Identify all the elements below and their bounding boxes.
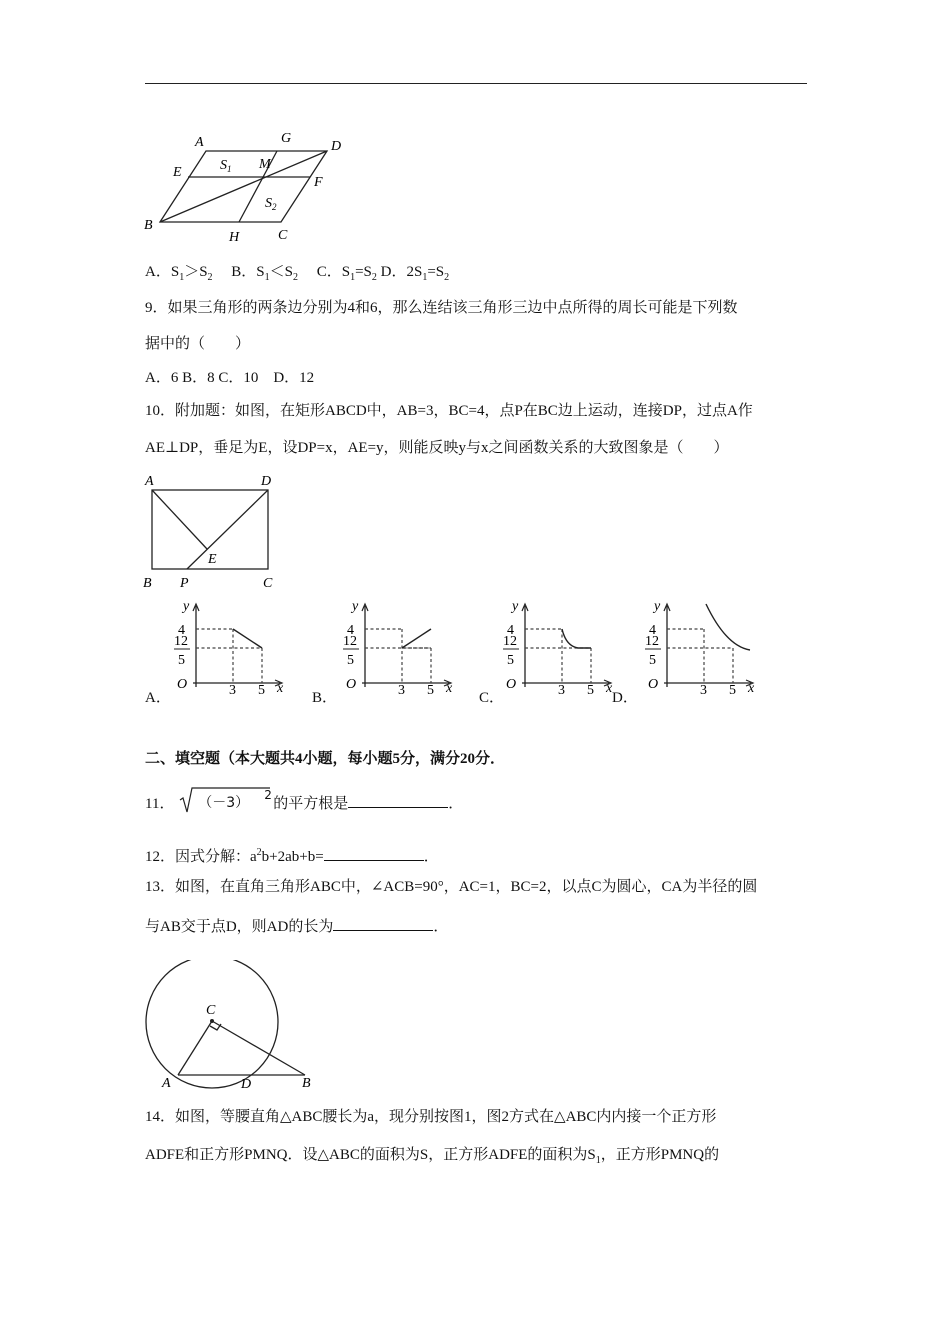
q13-line2-wrap (145, 915, 448, 937)
q11-number: 11． (145, 796, 175, 812)
q10-graph-d[interactable] (636, 598, 761, 698)
q10-graph-b[interactable] (334, 598, 459, 698)
x-label: x (606, 681, 613, 696)
q10-label-d: D (261, 474, 272, 489)
y-label: y (512, 599, 519, 614)
q12-end: ． (423, 849, 439, 865)
tick-4: 4 (507, 623, 514, 638)
q11-radicand: （－3） (198, 795, 250, 811)
q11-tail: 的平方根是 (273, 796, 349, 812)
q8-label-g: G (281, 131, 292, 146)
q13-line1: 13．如图，在直角三角形ABC中，∠ACB=90°，AC=1，BC=2，以点C为圆心，CA为半径的圆 (145, 879, 758, 895)
y-label: y (183, 599, 190, 614)
tick-4: 4 (649, 623, 656, 638)
tick-x5: 5 (427, 683, 434, 698)
q12-rest: b+2ab+b= (261, 849, 324, 865)
q10-rectangle-figure (140, 470, 290, 595)
q8-option-d[interactable]: D．$2S_1=S_2$ (380, 264, 450, 283)
q8-label-f: F (314, 175, 323, 190)
tick-x3: 3 (229, 683, 236, 698)
q10-label-c: C (263, 576, 273, 591)
q8-label-e: E (173, 165, 182, 180)
tick-5: 5 (649, 653, 656, 668)
q10-line1: 10．附加题：如图，在矩形ABCD中，AB=3，BC=4，点P在BC边上运动，连接DP，过点A作 (145, 403, 753, 419)
q9-options[interactable]: A．6 B．8 C．10 D．12 (145, 370, 315, 386)
q12-text: 12．因式分解：a (145, 849, 257, 865)
origin-label: O (346, 677, 357, 692)
tick-12: 12 (503, 634, 517, 649)
q10-label-p: P (180, 576, 189, 591)
q11-answer-blank[interactable] (348, 792, 448, 808)
q8-label-c: C (278, 228, 288, 243)
q8-option-c[interactable]: C．$S_1=S_2$ (316, 264, 377, 283)
q10-label-e: E (208, 552, 217, 567)
q12-answer-blank[interactable] (324, 845, 424, 861)
q10-graph-a[interactable] (165, 598, 290, 698)
q8-label-a: A (195, 135, 204, 150)
tick-x5: 5 (729, 683, 736, 698)
q10-option-c-letter[interactable]: C． (479, 690, 505, 706)
x-label: x (446, 681, 453, 696)
q14-line2 (145, 1145, 719, 1171)
q8-option-a[interactable]: A．$S_1>S_2$ (145, 264, 213, 283)
tick-12: 12 (645, 634, 659, 649)
q10-option-a-letter[interactable]: A． (145, 690, 171, 706)
tick-x3: 3 (398, 683, 405, 698)
q14-line2-sub: 1 (595, 1155, 601, 1166)
q10-option-d-letter[interactable]: D． (612, 690, 638, 706)
q10-label-b: B (143, 576, 152, 591)
tick-5: 5 (507, 653, 514, 668)
graph-curve (706, 604, 750, 650)
q8-label-m: M (259, 157, 271, 172)
q8-label-d: D (331, 139, 342, 154)
q8-label-s2: $S_2$ (265, 196, 277, 212)
q8-option-b[interactable]: B．$S_1<S_2$ (231, 264, 298, 283)
q8-parallelogram-figure (140, 125, 360, 250)
q13-label-c: C (206, 1003, 216, 1018)
q8-options (145, 262, 449, 288)
q10-option-b-letter[interactable]: B． (312, 690, 338, 706)
tick-12: 12 (174, 634, 188, 649)
q13-label-b: B (302, 1076, 311, 1090)
q13-answer-blank[interactable] (333, 915, 433, 931)
origin-label: O (506, 677, 517, 692)
q14-line2-a: ADFE和正方形PMNQ．设△ABC的面积为S，正方形ADFE的面积为S (145, 1147, 596, 1163)
tick-x5: 5 (587, 683, 594, 698)
q13-label-a: A (162, 1076, 171, 1090)
header-rule (145, 83, 807, 84)
q13-circle-figure (140, 960, 325, 1090)
q10-graph-c[interactable] (494, 598, 619, 698)
section2-title: 二、填空题（本大题共4小题，每小题5分，满分20分． (145, 751, 506, 767)
tick-x3: 3 (558, 683, 565, 698)
q8-label-s1: $S_1$ (220, 158, 232, 174)
tick-5: 5 (347, 653, 354, 668)
graph-curve (402, 629, 431, 648)
q10-line2: AE⊥DP，垂足为E，设DP=x，AE=y，则能反映y与x之间函数关系的大致图象是（ ） (145, 440, 729, 456)
origin-label: O (177, 677, 188, 692)
q13-end: ． (433, 919, 449, 935)
q12 (145, 843, 439, 867)
x-label: x (277, 681, 284, 696)
q10-label-a: A (145, 474, 154, 489)
y-label: y (654, 599, 661, 614)
q8-label-h: H (229, 230, 240, 245)
q9-line2: 据中的（ ） (145, 336, 251, 352)
q13-line2: 与AB交于点D，则AD的长为 (145, 919, 334, 935)
q13-label-d: D (241, 1077, 252, 1090)
origin-label: O (648, 677, 659, 692)
q14-line1: 14．如图，等腰直角△ABC腰长为a，现分别按图1，图2方式在△ABC内内接一个正方形 (145, 1109, 717, 1125)
graph-curve (562, 629, 591, 648)
y-label: y (352, 599, 359, 614)
tick-x3: 3 (700, 683, 707, 698)
x-label: x (748, 681, 755, 696)
q11 (145, 788, 464, 814)
q11-exponent: 2 (264, 788, 272, 802)
q12-sup: 2 (256, 847, 262, 858)
tick-x5: 5 (258, 683, 265, 698)
graph-curve (233, 629, 262, 648)
q9-line1: 9．如果三角形的两条边分别为4和6，那么连结该三角形三边中点所得的周长可能是下列数 (145, 300, 738, 316)
q11-end: ． (448, 796, 464, 812)
tick-4: 4 (178, 623, 185, 638)
tick-5: 5 (178, 653, 185, 668)
q8-label-b: B (144, 218, 153, 233)
q14-line2-b: ，正方形PMNQ的 (600, 1147, 720, 1163)
tick-4: 4 (347, 623, 354, 638)
q11-sqrt (178, 788, 273, 812)
tick-12: 12 (343, 634, 357, 649)
